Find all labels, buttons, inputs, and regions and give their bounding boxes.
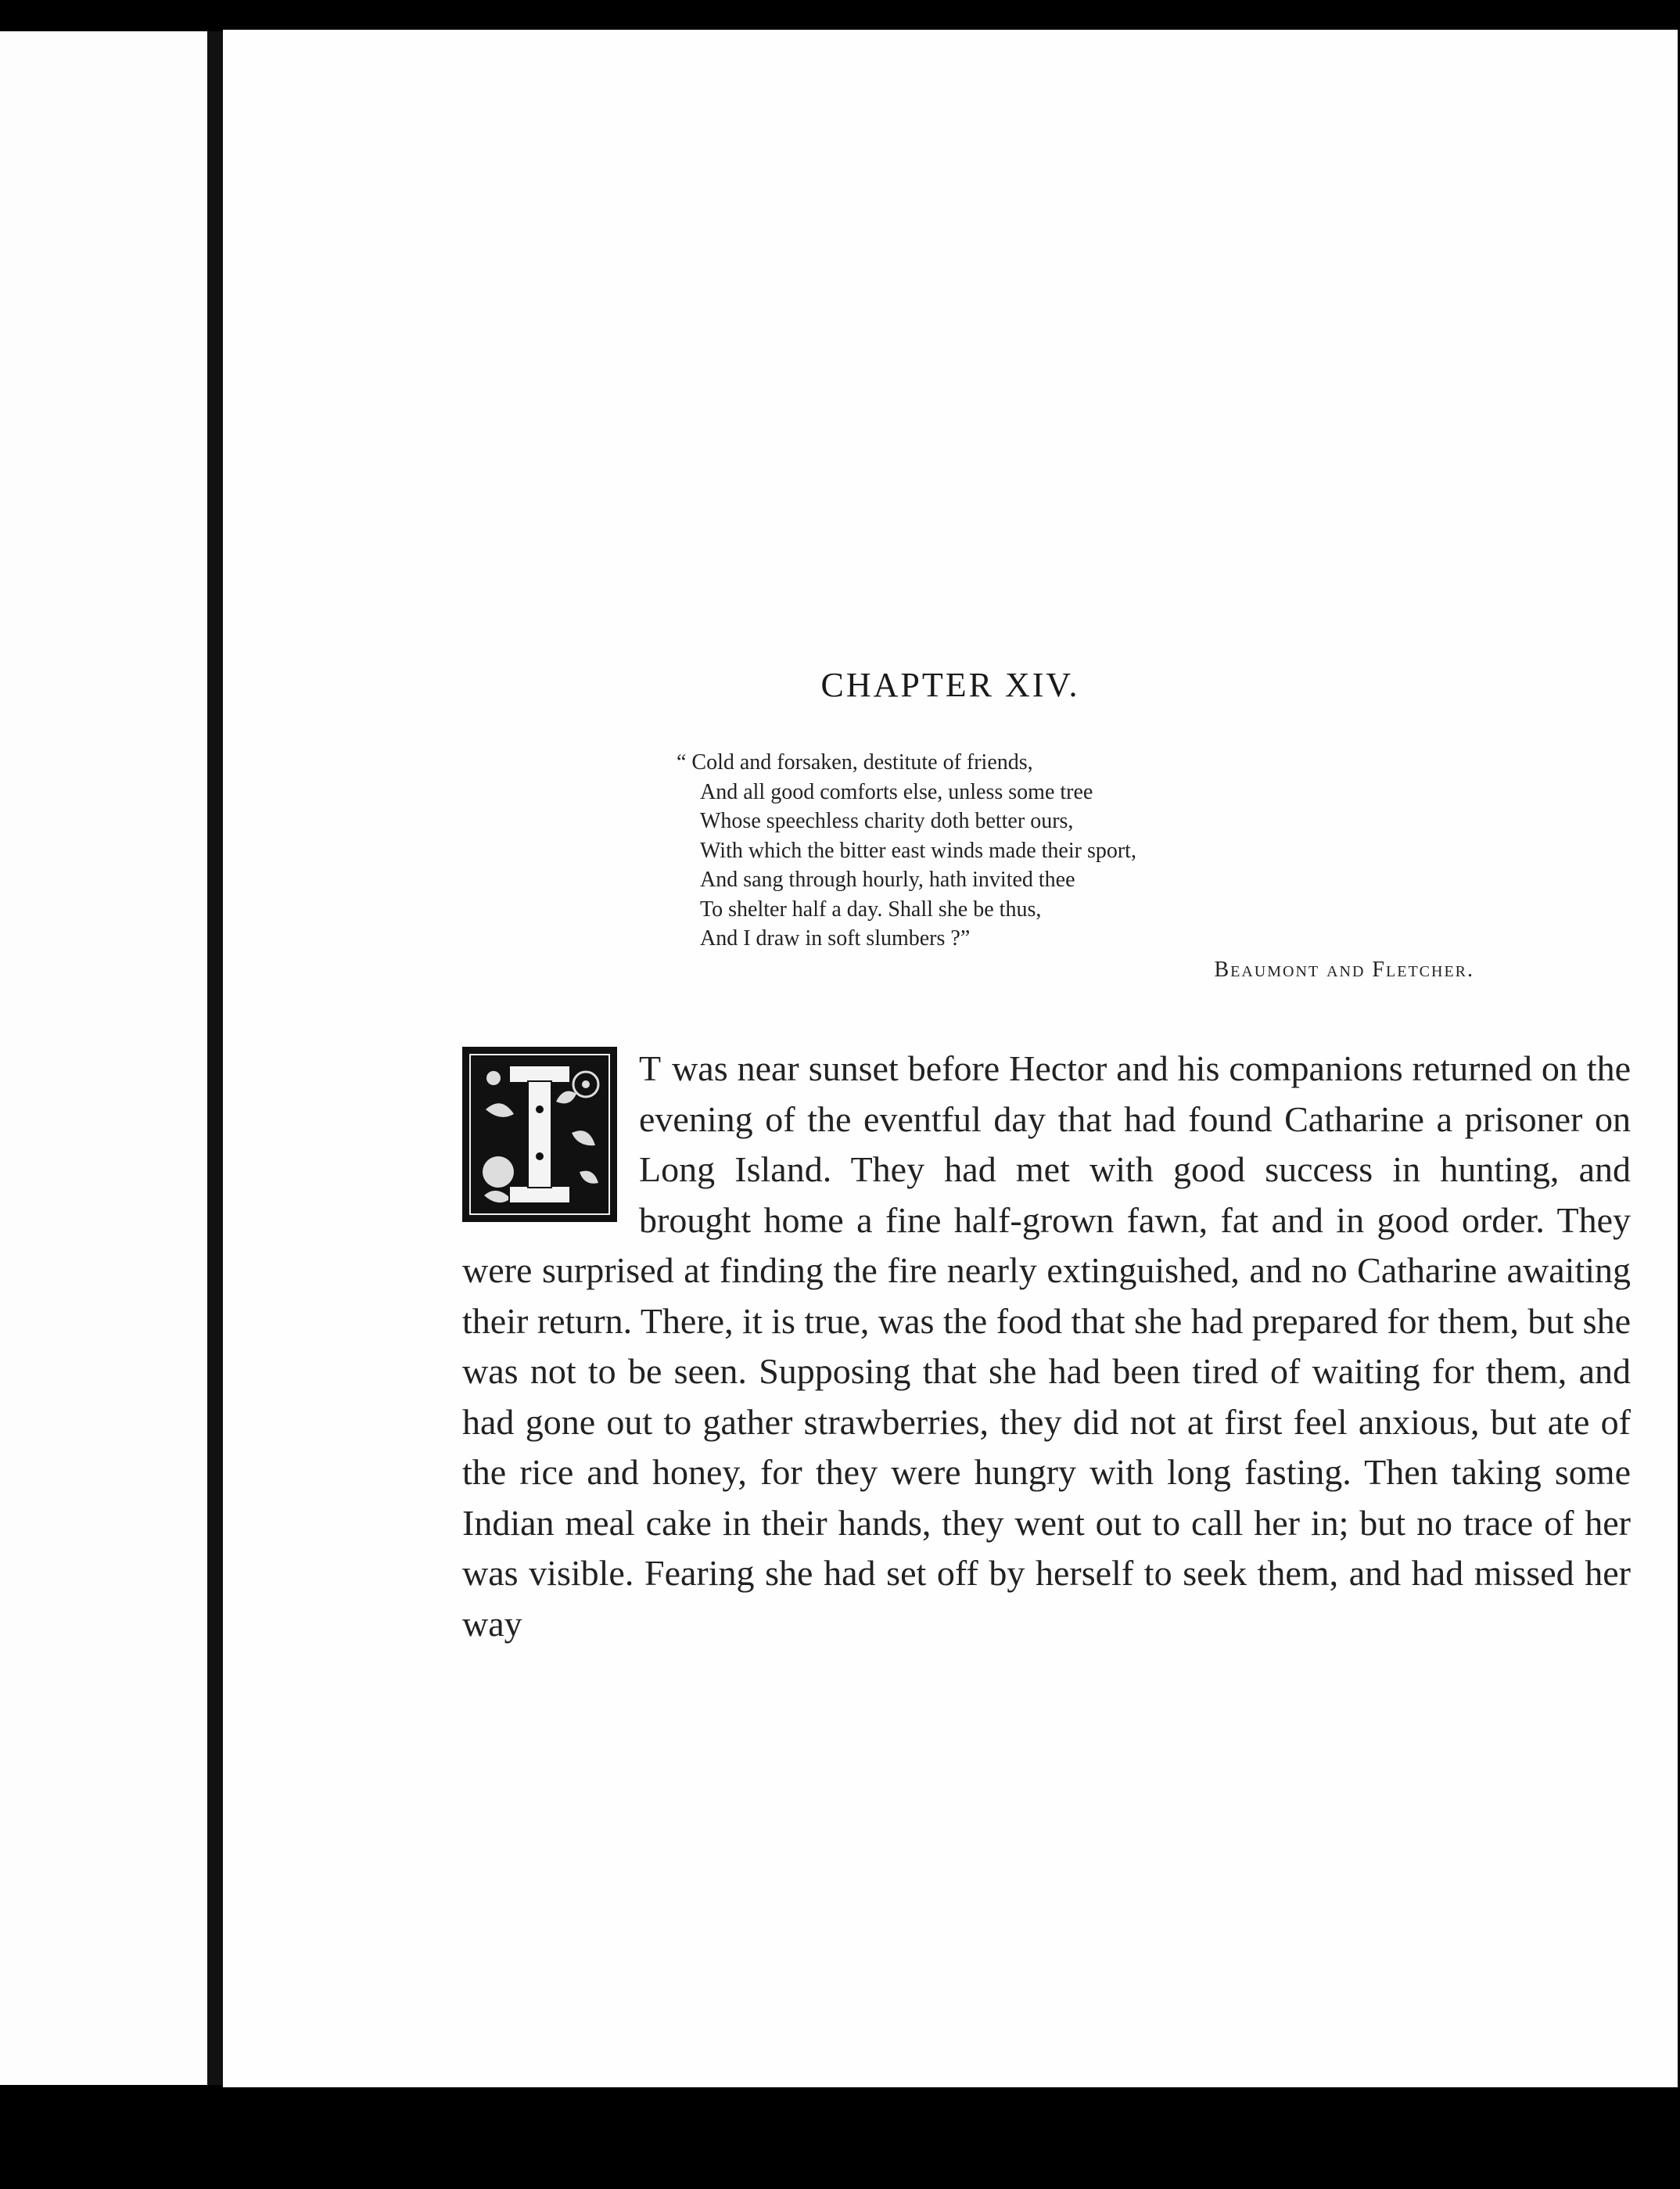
epigraph-line: Whose speechless charity doth better ours,: [700, 809, 1074, 833]
body-text: was near sunset before Hector and his companions returned on the evening of the eventful day that had found Catharine a prisoner on Long Island. They had met with good success in hunting, and brought home a fine half-grown fawn, fat and in good order. They were surprised at finding the fire nearly extinguished, and no Catharine awaiting their return. There, it is true, was the food that she had prepared for them, but she was not to be seen. Supposing that she had been tired of waiting for them, and had gone out to gather strawberries, they did not at first feel anxious, but ate of the rice and honey, for they were hungry with long fasting. Then taking some Indian meal cake in their hands, they went out to call her in; but no trace of her was visible. Fearing she had set off by herself to seek them, and had missed her way: [462, 1048, 1631, 1644]
epigraph-line: And all good comforts else, unless some tree: [700, 779, 1093, 804]
ornamental-drop-cap-i: [462, 1047, 617, 1222]
left-page-edge: [0, 31, 207, 2085]
epigraph: [677, 748, 1474, 984]
body-paragraph: [462, 1044, 1631, 1649]
book-spine: [207, 31, 223, 2085]
epigraph-line: With which the bitter east winds made their sport,: [700, 838, 1136, 863]
epigraph-line: “ Cold and forsaken, destitute of friends,: [677, 750, 1033, 775]
chapter-title: CHAPTER XIV.: [820, 666, 1080, 704]
epigraph-line: And I draw in soft slumbers ?”: [700, 926, 971, 951]
epigraph-attribution: Beaumont and Fletcher.: [1214, 957, 1474, 982]
drop-cap-continuation: T: [639, 1048, 663, 1088]
book-page: [223, 30, 1678, 2087]
epigraph-line: And sang through hourly, hath invited thee: [700, 868, 1075, 892]
epigraph-line: To shelter half a day. Shall she be thus,: [700, 897, 1042, 922]
